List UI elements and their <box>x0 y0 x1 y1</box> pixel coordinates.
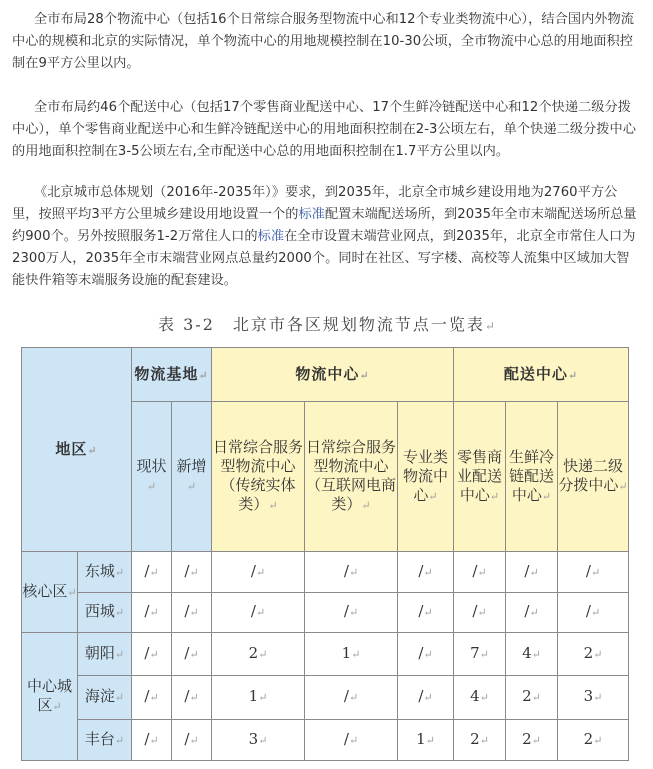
value-cell: /↵ <box>398 633 454 676</box>
header-region: 地区↵ <box>22 348 132 552</box>
value-cell: /↵ <box>454 552 506 592</box>
value-cell: /↵ <box>398 552 454 592</box>
value-cell: /↵ <box>454 592 506 632</box>
value-cell: 2↵ <box>212 633 305 676</box>
header-distribution-center: 配送中心↵ <box>454 348 629 402</box>
value-cell: /↵ <box>558 552 629 592</box>
header-logistics-base: 物流基地↵ <box>132 348 212 402</box>
value-cell: /↵ <box>212 592 305 632</box>
value-cell: /↵ <box>506 552 558 592</box>
value-cell: /↵ <box>172 592 212 632</box>
value-cell: /↵ <box>398 592 454 632</box>
district-cell: 西城↵ <box>78 592 132 632</box>
value-cell: /↵ <box>132 633 172 676</box>
group-cell: 中心城区↵ <box>22 633 78 761</box>
standard-link[interactable]: 标准 <box>257 229 285 244</box>
header-daily-internet: 日常综合服务型物流中心（互联网电商类）↵ <box>305 402 398 552</box>
header-cold-chain: 生鲜冷链配送中心↵ <box>506 402 558 552</box>
header-current: 现状↵ <box>132 402 172 552</box>
value-cell: 3↵ <box>212 719 305 760</box>
district-cell: 朝阳↵ <box>78 633 132 676</box>
paragraph-master-plan <box>12 182 642 292</box>
paragraph-mark-icon: ↵ <box>484 319 495 333</box>
value-cell: /↵ <box>172 719 212 760</box>
header-specialized: 专业类物流中心↵ <box>398 402 454 552</box>
standard-link[interactable]: 标准 <box>298 207 325 222</box>
value-cell: 4↵ <box>506 633 558 676</box>
paragraph-text: 配置末端配送场所，到2035年全市末端配送场所总量约900个。另外按照服务1-2万常住人口的 <box>12 207 637 244</box>
group-cell: 核心区↵ <box>22 552 78 633</box>
value-cell: 3↵ <box>558 676 629 719</box>
value-cell: 2↵ <box>558 719 629 760</box>
value-cell: 2↵ <box>454 719 506 760</box>
value-cell: /↵ <box>132 592 172 632</box>
table-caption-text: 表 3-2 北京市各区规划物流节点一览表 <box>158 315 485 334</box>
value-cell: 2↵ <box>506 676 558 719</box>
header-logistics-center: 物流中心↵ <box>212 348 454 402</box>
header-retail: 零售商业配送中心↵ <box>454 402 506 552</box>
header-new: 新增↵ <box>172 402 212 552</box>
paragraph-logistics-centers: 全市布局28个物流中心（包括16个日常综合服务型物流中心和12个专业类物流中心），结合国内外物流中心的规模和北京的实际情况，单个物流中心的用地规模控制在10-30公顷，全市物流中心总的用地面积控制在9平方公里以内。 <box>12 12 635 71</box>
value-cell: /↵ <box>132 552 172 592</box>
value-cell: /↵ <box>172 676 212 719</box>
paragraph-text: 《北京城市总体规划（2016年-2035年）》要求，到2035年，北京全市城乡建设用地为2760平方公里，按照平均3平方公里城乡建设用地设置一个的 <box>12 185 618 222</box>
district-cell: 丰台↵ <box>78 719 132 760</box>
value-cell: /↵ <box>172 633 212 676</box>
paragraph-distribution-centers: 全市布局约46个配送中心（包括17个零售商业配送中心、17个生鲜冷链配送中心和12个快递二级分拨中心），单个零售商业配送中心和生鲜冷链配送中心的用地面积控制在2-3公顷左右，单个快递二级分拨中心的用地面积控制在3-5公顷左右,全市配送中心总的用地面积控制在1.7平方公里以内。 <box>12 100 637 159</box>
table-row <box>22 592 629 632</box>
value-cell: /↵ <box>305 719 398 760</box>
value-cell: /↵ <box>305 552 398 592</box>
value-cell: 2↵ <box>558 633 629 676</box>
value-cell: /↵ <box>398 676 454 719</box>
table-row <box>22 719 629 760</box>
district-cell: 海淀↵ <box>78 676 132 719</box>
table-row <box>22 633 629 676</box>
value-cell: /↵ <box>212 552 305 592</box>
value-cell: /↵ <box>305 592 398 632</box>
district-cell: 东城↵ <box>78 552 132 592</box>
value-cell: 7↵ <box>454 633 506 676</box>
header-daily-traditional: 日常综合服务型物流中心（传统实体类）↵ <box>212 402 305 552</box>
value-cell: 2↵ <box>506 719 558 760</box>
logistics-nodes-table <box>21 347 629 761</box>
table-row <box>22 676 629 719</box>
value-cell: 1↵ <box>212 676 305 719</box>
table-caption <box>0 312 653 335</box>
value-cell: /↵ <box>132 719 172 760</box>
value-cell: /↵ <box>305 676 398 719</box>
value-cell: /↵ <box>558 592 629 632</box>
value-cell: 1↵ <box>305 633 398 676</box>
value-cell: /↵ <box>506 592 558 632</box>
value-cell: /↵ <box>172 552 212 592</box>
value-cell: 4↵ <box>454 676 506 719</box>
value-cell: /↵ <box>132 676 172 719</box>
paragraph-text: 在全市设置末端营业网点，到2035年，北京全市常住人口为2300万人，2035年全市末端营业网点总量约2000个。同时在社区、写字楼、高校等人流集中区域加大智能快件箱等末端服务设施的配套建设。 <box>12 229 636 288</box>
header-express: 快递二级分拨中心↵ <box>558 402 629 552</box>
value-cell: 1↵ <box>398 719 454 760</box>
table-row <box>22 552 629 592</box>
